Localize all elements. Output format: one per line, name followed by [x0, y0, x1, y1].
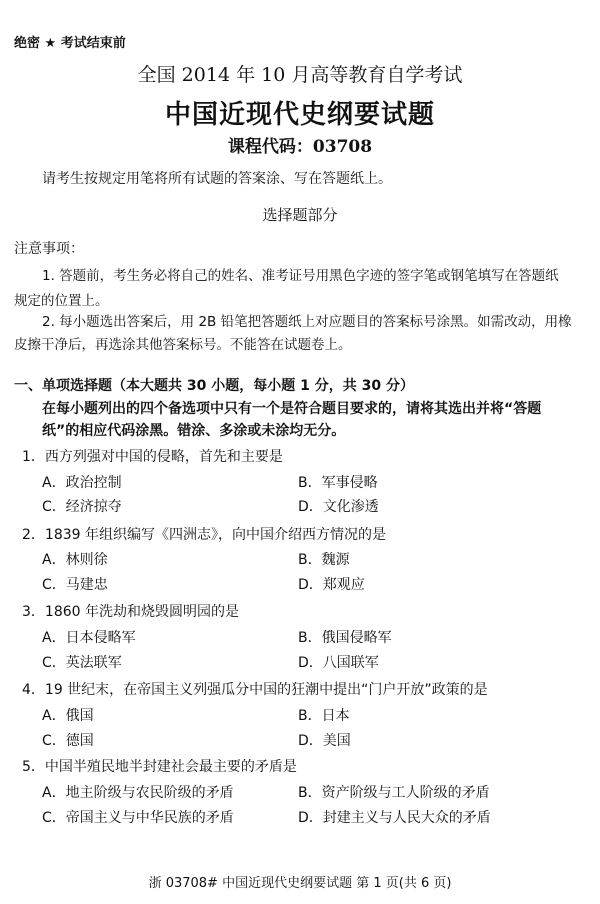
section-title: 选择题部分	[262, 206, 338, 224]
question-1-option-c: C．经济掠夺	[42, 499, 122, 515]
page-title: 中国近现代史纲要试题	[164, 100, 435, 130]
notice-item-2-line-1: 2. 每小题选出答案后，用 2B 铅笔把答题纸上对应题目的答案标号涂黑。如需改动，用橡	[42, 314, 572, 330]
question-2-option-c: C．马建忠	[42, 577, 108, 593]
notice-title: 注意事项：	[14, 241, 84, 257]
confidential-mark: 绝密 ★ 考试结束前	[14, 36, 126, 51]
notice-item-2-line-2: 皮擦干净后，再选涂其他答案标号。不能答在试题卷上。	[14, 337, 352, 353]
question-2-stem: 2．1839 年组织编写《四洲志》，向中国介绍西方情况的是	[22, 527, 386, 543]
question-5-option-c: C．帝国主义与中华民族的矛盾	[42, 810, 234, 826]
notice-item-1-line-1: 1. 答题前，考生务必将自己的姓名、准考证号用黑色字迹的签字笔或钢笔填写在答题纸	[42, 268, 559, 284]
page-footer: 浙 03708# 中国近现代史纲要试题 第 1 页(共 6 页)	[148, 876, 452, 891]
question-5-option-d: D．封建主义与人民大众的矛盾	[298, 810, 491, 826]
question-1-option-d: D．文化渗透	[298, 499, 379, 515]
exam-session-line: 全国 2014 年 10 月高等教育自学考试	[137, 64, 463, 86]
question-2-option-b: B．魏源	[298, 552, 350, 568]
part1-desc-line-1: 在每小题列出的四个备选项中只有一个是符合题目要求的，请将其选出并将“答题	[42, 401, 542, 417]
question-3-option-b: B．俄国侵略军	[298, 630, 392, 646]
question-2-option-d: D．郑观应	[298, 577, 365, 593]
question-5-option-b: B．资产阶级与工人阶级的矛盾	[298, 785, 490, 801]
question-5-stem: 5．中国半殖民地半封建社会最主要的矛盾是	[22, 759, 297, 775]
question-3-option-a: A．日本侵略军	[42, 630, 136, 646]
question-4-option-c: C．德国	[42, 733, 94, 749]
course-code: 课程代码：03708	[227, 137, 373, 157]
question-2-option-a: A．林则徐	[42, 552, 108, 568]
part1-desc-line-2: 纸”的相应代码涂黑。错涂、多涂或未涂均无分。	[42, 423, 346, 439]
part1-heading: 一、单项选择题（本大题共 30 小题，每小题 1 分，共 30 分）	[14, 378, 414, 394]
notice-item-1-line-2: 规定的位置上。	[14, 293, 109, 309]
general-instruction: 请考生按规定用笔将所有试题的答案涂、写在答题纸上。	[42, 171, 392, 187]
question-4-option-b: B．日本	[298, 708, 350, 724]
question-1-option-a: A．政治控制	[42, 475, 122, 491]
question-5-option-a: A．地主阶级与农民阶级的矛盾	[42, 785, 234, 801]
question-1-option-b: B．军事侵略	[298, 475, 378, 491]
question-4-option-d: D．美国	[298, 733, 351, 749]
question-4-option-a: A．俄国	[42, 708, 94, 724]
question-3-option-d: D．八国联军	[298, 655, 379, 671]
question-1-stem: 1．西方列强对中国的侵略，首先和主要是	[22, 449, 283, 465]
question-3-stem: 3．1860 年洗劫和烧毁圆明园的是	[22, 604, 239, 620]
question-3-option-c: C．英法联军	[42, 655, 122, 671]
question-4-stem: 4．19 世纪末，在帝国主义列强瓜分中国的狂潮中提出“门户开放”政策的是	[22, 682, 488, 698]
